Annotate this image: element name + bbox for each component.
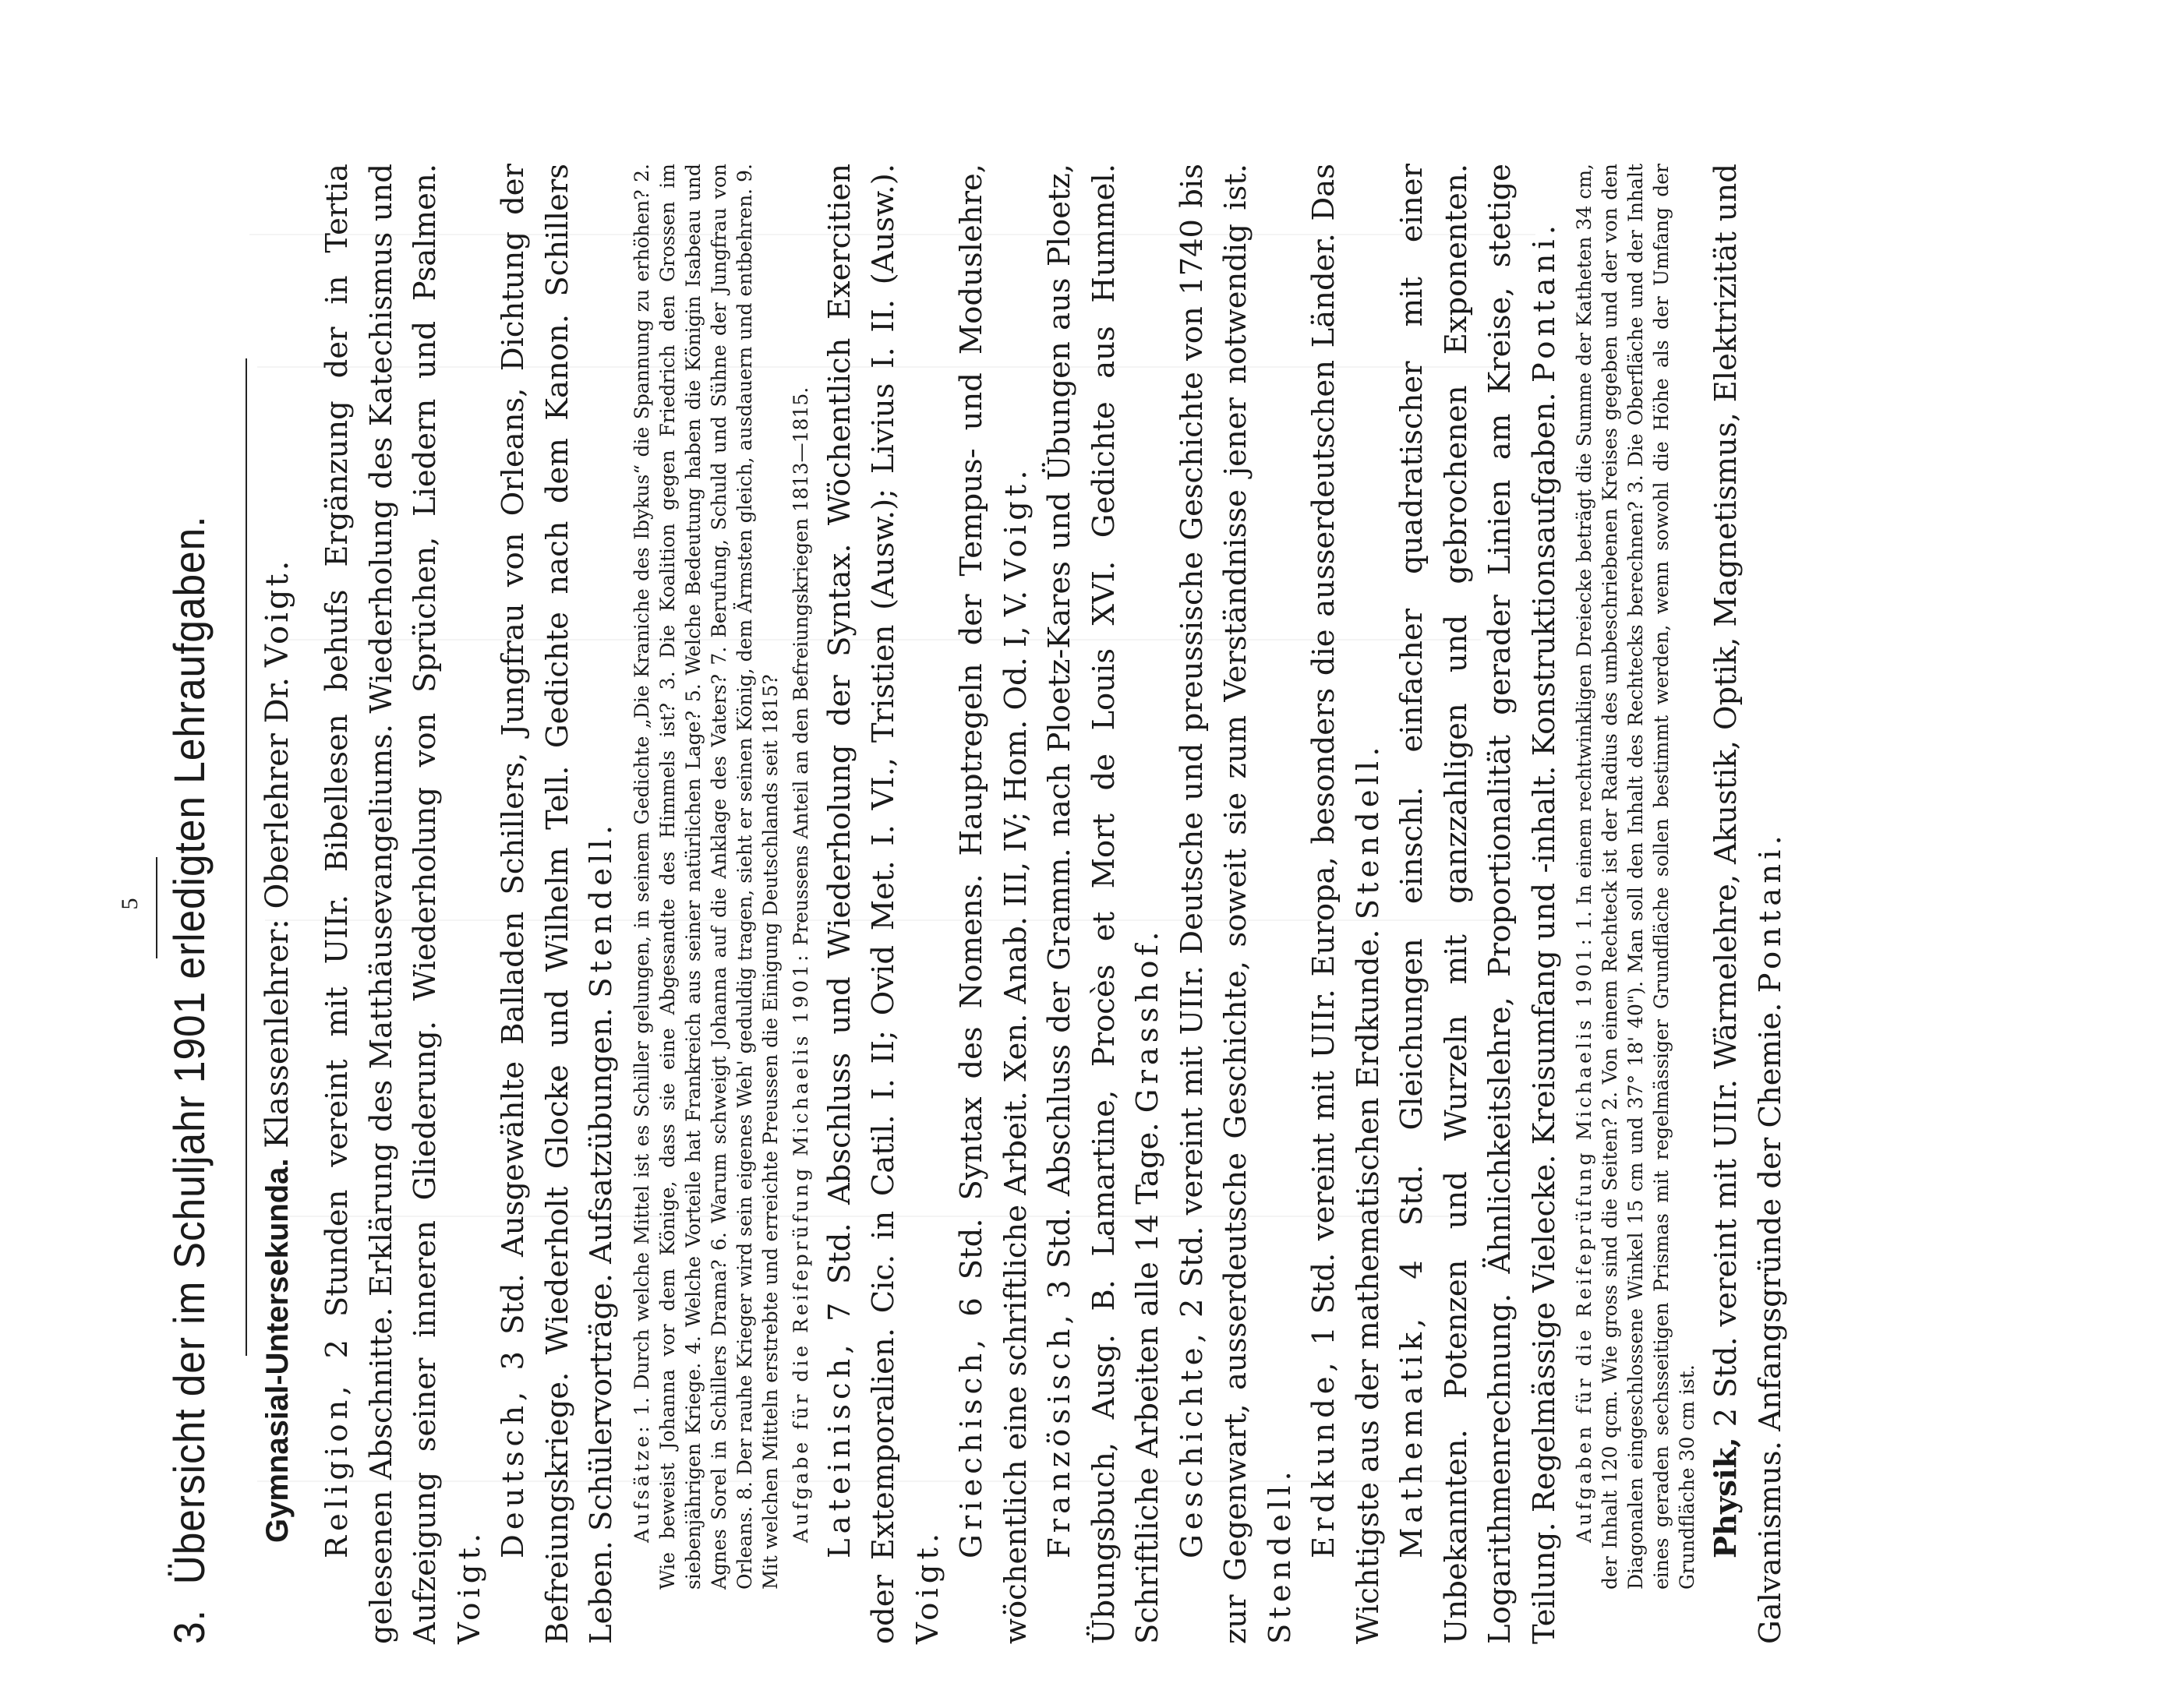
section-franzoesisch [1038,164,1171,1644]
section-mathematik [1390,164,1567,1644]
section-physik [1705,164,1793,1644]
subject-mathematik: Mathematik, [1394,1313,1429,1558]
franzoesisch-text: 3 Std. Abschluss der Gramm. nach Ploetz-Kares und Übungen aus Ploetz, Übungsbuch, Ausg. B. Lamartine, Procès et Mort de Louis XVI. Gedichte aus Hummel. Schriftliche Arbeiten alle 14 Tage. [1042,164,1165,1644]
title-rule [246,358,247,1356]
latein-teacher: Voigt. [910,1528,945,1644]
title-number: 3. [164,1609,214,1644]
deutsch-reife-label: Aufgabe für die Reifeprüfung Michaelis 1901: [789,951,812,1543]
griechisch-teacher: Voigt. [998,465,1034,581]
subject-erdkunde: Erdkunde, [1306,1357,1341,1558]
teacher-name: Voigt. [260,557,295,668]
page-title [164,516,214,1644]
aufsaetze-label: Aufsätze: [630,1423,653,1543]
subject-deutsch: Deutsch, [496,1386,531,1558]
latein-text: 7 Std. Abschluss und Wiederholung der Syntax. Wöchentlich Exercitien oder Extemporalien. Cic. in Catil. I. II; Ovid Met. I. VI., Tristien (Ausw.); Livius I. II. (Ausw.). [822,163,901,1644]
title-text: Übersicht der im Schuljahr 1901 erledigten Lehraufgaben. [164,515,214,1585]
physik-text: 2 Std. vereint mit UIIr. Wärmelehre, Akustik, Optik, Magnetismus, Elektrizität und Galvanismus. Anfangsgründe der Chemie. [1708,164,1788,1644]
section-religion [316,164,492,1644]
mathematik-reifepruefung [1571,164,1700,1590]
mathematik-text: 4 Std. Gleichungen einschl. einfacher quadratischer mit einer Unbekannten. Potenzen und Wurzeln mit ganzzahligen und gebrochenen Exponenten. Logarithmenrechnung. Ähnlichkeitslehre, Proportionalität gerader Linien am Kreise, stetige Teilung. Regelmässige Vielecke. Kreisumfang und -inhalt. Konstruktionsaufgaben. [1394,164,1562,1644]
section-geschichte [1171,164,1303,1644]
section-erdkunde [1302,164,1390,1644]
section-latein [818,164,951,1644]
religion-teacher: Voigt. [451,1528,487,1644]
mathematik-teacher: Pontani. [1526,221,1562,383]
aufsaetze-text: 1. Durch welche Mittel ist es Schiller gelungen, in seinem Gedichte „Die Kraniche des Ibykus“ die Spannung zu erhöhen? 2. Wie beweist Johanna vor dem Könige, dass sie eine Abgesandte des Himmels ist? 3. Die Koalition gegen Friedrich den Grossen im siebenjährigen Kriege. 4. Welche Vorteile hat Frankreich aus seiner natürlichen Lage? 5. Welche Bedeutung haben die Königin Isabeau und Agnes Sorel in Schillers Drama? 6. Warum schweigt Johanna auf die Anklage des Vaters? 7. Berufung, Schuld und Sühne der Jungfrau von Orleans. 8. Der rauhe Krieger wird sein eigenes Weh' geduldig tragen, sieht er seinen König, dem Ärmsten gleich, ausdauern und entbehren. 9. Mit welchen Mitteln erstrebte und erreichte Preussen die Einigung Deutschlands seit 1815? [630,164,782,1590]
subject-franzoesisch: Französisch, [1042,1310,1077,1558]
deutsch-teacher: Stendell. [584,820,619,998]
deutsch-text: 3 Std. Ausgewählte Balladen Schillers, Jungfrau von Orleans, Dichtung der Befreiungskriege. Wiederholt Glocke und Wilhelm Tell. Gedichte nach dem Kanon. Schillers Leben. Schülervorträge. Aufsatzübungen. [496,164,619,1644]
mathematik-reife-label: Aufgaben für die Reifeprüfung Michaelis 1901: [1573,936,1595,1543]
subject-physik: Physik, [1708,1437,1744,1558]
subject-geschichte: Geschichte, [1174,1329,1210,1558]
curriculum-body [316,164,1793,1644]
deutsch-reifepruefung [788,164,814,1590]
teacher-label: Klassenlehrer: Oberlehrer Dr. [260,676,295,1149]
class-name: Gymnasial-Untersekunda. [260,1158,295,1543]
geschichte-text: 2 Std. vereint mit UIIr. Deutsche und preussische Geschichte von 1740 bis zur Gegenwart, ausserdeutsche Geschichte, soweit sie zum Verständnisse jener notwendig ist. [1174,164,1253,1644]
section-griechisch [950,164,1038,1644]
erdkunde-text: 1 Std. vereint mit UIIr. Europa, besonders die ausserdeutschen Länder. Das Wichtigste aus der mathematischen Erdkunde. [1306,164,1386,1644]
subject-griechisch: Griechisch, [954,1334,989,1558]
erdkunde-teacher: Stendell. [1350,742,1386,920]
religion-text: 2 Stunden vereint mit UIIr. Bibellesen behufs Ergänzung der in Tertia gelesenen Abschnitte. Erklärung des Matthäusevangeliums. Wiederholung des Katechismus und Aufzeigung seiner inneren Gliederung. Wiederholung von Sprüchen, Liedern und Psalmen. [320,164,443,1644]
mathematik-reife-text: 1. In einem rechtwinkligen Dreiecke beträgt die Summe der Katheten 34 cm, der Inhalt 120 qcm. Wie gross sind die Seiten? 2. Von einem Rechteck ist der Radius des umbeschriebenen Kreises gegeben und der von den Diagonalen eingeschlossene Winkel 15 cm und 37° 18' 40"). Man soll den Inhalt des Rechtecks berechnen? 3. Die Oberfläche und der Inhalt eines geraden sechsseitigen Prismas mit regelmässiger Grundfläche sollen bestimmt werden, wenn sowohl die Höhe als der Umfang der Grundfläche 30 cm ist. [1573,164,1698,1590]
subject-religion: Religion, [320,1381,355,1558]
franzoesisch-teacher: Grasshof. [1130,926,1165,1113]
physik-teacher: Pontani. [1752,831,1788,993]
rotated-page-content [109,164,2058,1644]
class-header [260,558,295,1543]
section-deutsch [492,164,624,1644]
geschichte-teacher: Stendell. [1262,1466,1298,1644]
deutsch-reife-text: Preussens Anteil an den Befreiungskriegen 1813—1815. [789,386,812,946]
deutsch-aufsaetze [629,164,783,1590]
page-number: 5 [117,898,143,910]
subject-latein: Lateinisch, [822,1339,857,1558]
page-number-rule [156,857,157,958]
griechisch-text: 6 Std. Syntax des Nomens. Hauptregeln der Tempus- und Moduslehre, wöchentlich eine schriftliche Arbeit. Xen. Anab. III, IV; Hom. Od. I, V. [954,164,1034,1644]
